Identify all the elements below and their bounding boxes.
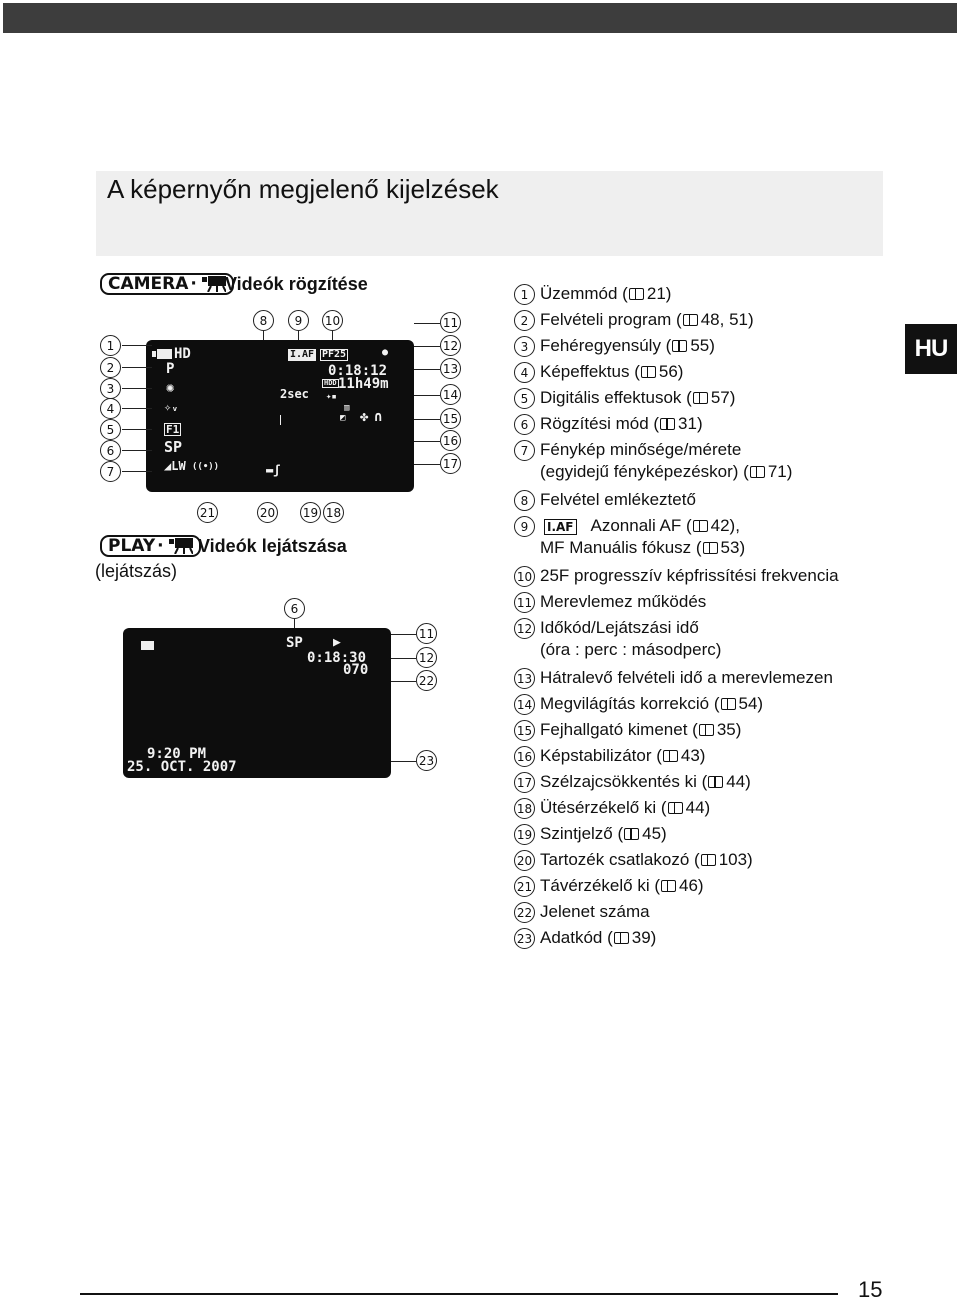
camera-mode-badge [100,273,234,295]
legend-text [540,849,753,871]
legend-line [540,927,656,949]
legend-item [514,901,650,923]
legend-number: 7 [514,440,535,461]
legend-number: 15 [514,720,535,741]
legend-text [540,591,706,613]
callout-2: 2 [100,357,121,378]
legend-line [540,515,745,537]
remaining-time: 11h49m [338,376,389,392]
legend-item [514,565,839,587]
legend-number: 8 [514,490,535,511]
legend-segment: Adatkód ( [540,928,613,947]
legend-line [540,639,721,661]
book-icon [641,366,656,378]
legend-segment: 42), [710,516,740,535]
callout-23: 23 [416,750,437,771]
leader-line [122,388,152,389]
callout-10: 10 [322,310,343,331]
legend-text [540,283,671,305]
legend-segment: Fejhallgató kimenet ( [540,720,698,739]
legend-number: 23 [514,928,535,949]
white-balance-icon: ✺ [166,380,175,396]
legend-segment: 39) [631,928,657,947]
book-icon [693,392,708,404]
book-icon [683,314,698,326]
book-icon [663,750,678,762]
legend-item [514,927,656,949]
legend-segment: 46) [678,876,704,895]
play-section-subheading: (lejátszás) [95,561,178,581]
legend-number: 10 [514,566,535,587]
legend-line [540,875,704,897]
wind-screen-icon: ◩ [340,413,346,423]
callout-19: 19 [300,502,321,523]
leader-line [122,471,152,472]
leader-line [122,367,152,368]
legend-item [514,335,715,357]
book-icon [629,288,644,300]
legend-item [514,617,721,661]
hdd-label: HDD [324,379,337,387]
callout-12-play: 12 [416,647,437,668]
legend-segment: 103) [718,850,753,869]
shock-sensor-icon: ▥ [344,403,350,413]
footer-rule [80,1293,838,1295]
legend-text [540,489,696,511]
legend-segment: 44) [726,772,751,791]
rec-mode-indicator: SP [286,635,303,651]
legend-item [514,283,671,305]
legend-segment: 53) [720,538,746,557]
legend-line [540,745,705,767]
rec-review-indicator: 2sec [280,387,309,401]
legend-text [540,745,705,767]
callout-20: 20 [257,502,278,523]
play-section-heading: Videók lejátszása [198,536,347,556]
legend-item [514,667,833,689]
legend-segment: Fénykép minősége/mérete [540,440,742,459]
legend-item [514,489,696,511]
leader-line [414,441,440,442]
legend-number: 17 [514,772,535,793]
legend-line [540,309,754,331]
callout-14: 14 [440,384,461,405]
legend-text [540,693,763,715]
legend-segment: 25F progresszív képfrissítési frekvencia [540,566,839,585]
mode-separator: · [190,274,197,294]
leader-line [391,681,416,682]
legend-segment: 71) [767,462,793,481]
leader-line [332,331,333,340]
callout-1: 1 [100,335,121,356]
legend-line [540,823,667,845]
callout-18: 18 [323,502,344,523]
leader-line [414,346,440,347]
camera-screen [146,340,414,492]
legend-line [540,667,833,689]
legend-text [540,719,741,741]
legend-line [540,771,751,793]
hdd-operation-icon: ● [382,347,389,358]
legend-line [540,617,721,639]
legend-number: 12 [514,618,535,639]
legend-text [540,439,792,483]
legend-item [514,413,703,435]
legend-text [540,413,703,435]
legend-segment: Hátralevő felvételi idő a merevlemezen [540,668,833,687]
legend-number: 19 [514,824,535,845]
photo-size-indicator: F1 [166,423,180,436]
movie-camera-icon [169,538,193,554]
image-effect-icon: ✧ᵥ [164,400,179,414]
legend-number: 20 [514,850,535,871]
legend-number: 13 [514,668,535,689]
leader-line [294,619,295,628]
legend-text [540,875,704,897]
legend-line [540,693,763,715]
legend-segment: Képstabilizátor ( [540,746,662,765]
legend-segment: 43) [680,746,706,765]
legend-number: 18 [514,798,535,819]
leader-line [122,408,152,409]
legend-text [540,515,745,559]
legend-segment: Megvilágítás korrekció ( [540,694,720,713]
legend-segment: Szélzajcsökkentés ki ( [540,772,708,791]
legend-line [540,387,735,409]
legend-line [540,797,710,819]
legend-segment: Képeffektus ( [540,362,640,381]
data-code-time: 9:20 PM [147,746,207,762]
legend-item [514,823,667,845]
leader-line [414,464,440,465]
legend-segment: Digitális effektusok ( [540,388,692,407]
program-indicator: P [166,361,175,377]
leader-line [414,395,440,396]
book-icon [614,932,629,944]
legend-number: 14 [514,694,535,715]
legend-text [540,901,650,923]
legend-item [514,771,751,793]
instant-af-indicator: I.AF [290,349,315,360]
legend-segment: 44) [685,798,711,817]
legend-text [540,387,735,409]
legend-number: 2 [514,310,535,331]
legend-text [540,797,710,819]
legend-item [514,693,763,715]
legend-segment: Jelenet száma [540,902,650,921]
leader-line [298,331,299,340]
language-tab: HU [905,324,957,374]
book-icon [693,520,708,532]
callout-12: 12 [440,335,461,356]
accessory-shoe-icon: ▬ʃ [266,463,281,477]
legend-text [540,823,667,845]
callout-11-play: 11 [416,623,437,644]
scene-number: 070 [343,662,369,678]
legend-number: 22 [514,902,535,923]
photo-quality-label: LW [171,459,186,473]
legend-number: 6 [514,414,535,435]
leader-line [414,419,440,420]
legend-item [514,361,683,383]
legend-item [514,849,753,871]
top-bar [3,3,957,33]
legend-segment: 21) [646,284,672,303]
legend-segment: Felvételi program ( [540,310,682,329]
instant-af-icon: I.AF [544,519,577,535]
leader-line [391,634,416,635]
leader-line [414,369,440,370]
leader-line [122,345,152,346]
legend-item [514,439,792,483]
image-stabilizer-icon: ✤ [360,409,369,425]
legend-line [540,335,715,357]
legend-number: 4 [514,362,535,383]
legend-item [514,745,705,767]
legend-segment: Időkód/Lejátszási idő [540,618,699,637]
legend-segment: Azonnali AF ( [590,516,692,535]
legend-text [540,927,656,949]
legend-item [514,875,704,897]
callout-21: 21 [197,502,218,523]
callout-22: 22 [416,670,437,691]
legend-segment: 57) [710,388,736,407]
callout-17: 17 [440,453,461,474]
play-screen [123,628,391,778]
legend-line [540,565,839,587]
legend-segment: 31) [678,414,703,433]
legend-line [540,537,745,559]
callout-6: 6 [100,440,121,461]
rec-mode-indicator: SP [164,438,183,456]
legend-segment: Ütésérzékelő ki ( [540,798,667,817]
legend-number: 16 [514,746,535,767]
page-title: A képernyőn megjelenő kijelzések [107,174,499,204]
leader-line [414,323,440,324]
page-number: 15 [858,1277,883,1302]
legend-item [514,515,745,559]
callout-6-play: 6 [284,598,305,619]
legend-segment: 55) [690,336,715,355]
book-icon [624,828,639,840]
legend-segment: Fehéregyensúly ( [540,336,672,355]
legend-segment: (egyidejű fényképezéskor) ( [540,462,749,481]
legend-text [540,617,721,661]
legend-segment: 45) [642,824,667,843]
legend-number: 11 [514,592,535,613]
legend-segment: Felvétel emlékeztető [540,490,696,509]
callout-11: 11 [440,312,461,333]
legend-item [514,797,710,819]
legend-segment: 48, 51) [700,310,754,329]
legend-segment: 56) [658,362,684,381]
legend-text [540,309,754,331]
callout-4: 4 [100,398,121,419]
leader-line [263,331,264,340]
callout-9: 9 [288,310,309,331]
legend-line [540,849,753,871]
photo-quality-indicator: ◢LW [164,459,186,473]
backlight-correction-icon: ✦▪ [326,392,337,402]
book-icon [703,542,718,554]
callout-7: 7 [100,461,121,482]
callout-3: 3 [100,378,121,399]
legend-text [540,335,715,357]
time-code: 0:18:12 [328,363,388,379]
book-icon [672,340,687,352]
legend-line [540,901,650,923]
legend-number: 9 [514,516,535,537]
legend-line [540,719,741,741]
callout-16: 16 [440,430,461,451]
legend-line [540,489,696,511]
legend-segment: Rögzítési mód ( [540,414,660,433]
book-icon [750,466,765,478]
legend-text [540,771,751,793]
book-icon [721,698,736,710]
leader-line [122,450,152,451]
callout-5: 5 [100,419,121,440]
callout-15: 15 [440,408,461,429]
mode-separator: · [157,536,164,556]
legend-segment: 54) [738,694,764,713]
legend-segment: Szintjelző ( [540,824,624,843]
remote-sensor-off-indicator: ((•)) [192,462,220,472]
camera-mode-label: CAMERA [108,274,189,294]
data-code-date: 25. OCT. 2007 [127,759,237,775]
legend-number: 21 [514,876,535,897]
leader-line [122,429,152,430]
legend-line [540,461,792,483]
legend-number: 1 [514,284,535,305]
legend-item [514,591,706,613]
play-icon: ▶ [333,635,341,650]
legend-line [540,361,683,383]
book-icon [708,776,723,788]
level-indicator-mark [280,415,281,425]
play-time-code: 0:18:30 [307,650,367,666]
book-icon [668,802,683,814]
legend-line [540,439,792,461]
callout-8: 8 [253,310,274,331]
legend-segment: 35) [716,720,742,739]
legend-item [514,309,754,331]
legend-segment: Merevlemez működés [540,592,707,611]
legend-segment: (óra : perc : másodperc) [540,640,722,659]
legend-number: 5 [514,388,535,409]
legend-line [540,283,671,305]
legend-text [540,361,683,383]
legend-segment: Üzemmód ( [540,284,628,303]
legend-text [540,667,833,689]
callout-13: 13 [440,358,461,379]
legend-segment: MF Manuális fókusz ( [540,538,702,557]
camera-section-heading: Videók rögzítése [225,274,368,294]
play-mode-badge [100,535,201,557]
book-icon [660,418,675,430]
legend-item [514,387,735,409]
legend-segment: Távérzékelő ki ( [540,876,660,895]
scene-icon [141,641,154,650]
legend-line [540,591,706,613]
book-icon [661,880,676,892]
legend-line [540,413,703,435]
leader-line [391,658,416,659]
movie-mode-icon [152,348,174,360]
legend-segment: Tartozék csatlakozó ( [540,850,700,869]
book-icon [699,724,714,736]
leader-line [391,761,416,762]
legend-text [540,565,839,587]
play-mode-label: PLAY [108,536,156,556]
pf25-indicator: PF25 [322,349,347,360]
legend-number: 3 [514,336,535,357]
movie-camera-icon [202,276,226,292]
book-icon [701,854,716,866]
headphones-icon: ∩ [374,409,383,425]
legend-item [514,719,741,741]
hd-indicator: HD [174,346,191,362]
